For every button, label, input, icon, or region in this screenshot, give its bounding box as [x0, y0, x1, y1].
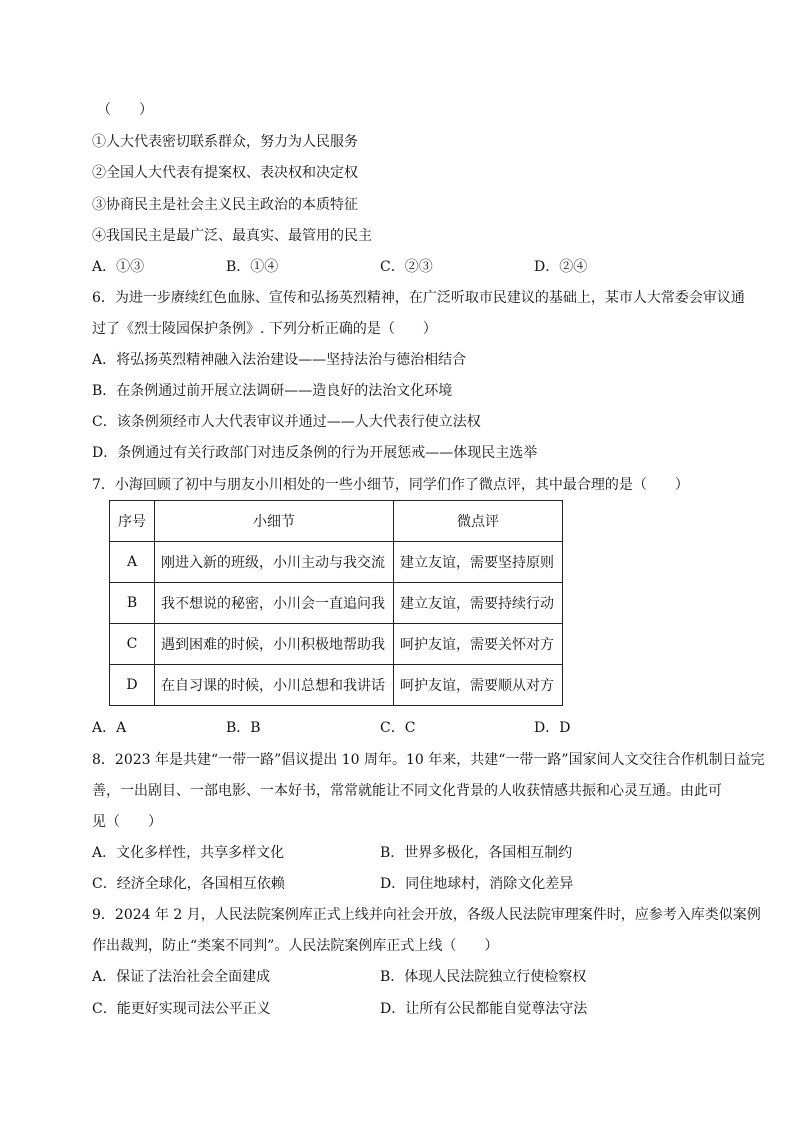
q7-stem: 7．小海回顾了初中与朋友小川相处的一些小细节，同学们作了微点评，其中最合理的是（ ）	[92, 477, 689, 493]
q8-option-d[interactable]: D．同住地球村，消除文化差异	[380, 876, 574, 892]
table-row	[110, 665, 563, 706]
table-header-row	[110, 501, 563, 542]
table-cell: A	[110, 542, 155, 583]
q6-stem-line-2: 过了《烈士陵园保护条例》. 下列分析正确的是（ ）	[92, 321, 437, 337]
q5-option-c[interactable]: C．②③	[380, 259, 433, 275]
q6-stem-line-1: 6．为进一步赓续红色血脉、宣传和弘扬英烈精神，在广泛听取市民建议的基础上，某市人大常委会审议通	[92, 290, 745, 306]
q6-option-c[interactable]: C．该条例须经市人大代表审议并通过——人大代表行使立法权	[92, 414, 481, 430]
q7-option-c[interactable]: C．C	[380, 720, 416, 736]
q8-stem-line-3: 见（ ）	[92, 814, 162, 830]
q6-option-d[interactable]: D．条例通过有关行政部门对违反条例的行为开展惩戒——体现民主选举	[92, 445, 538, 461]
table-cell: 建立友谊，需要持续行动	[394, 583, 563, 624]
q9-stem-line-2: 作出裁判，防止“类案不同判”。人民法院案例库正式上线（ ）	[92, 938, 499, 954]
q5-statement-1: ①人大代表密切联系群众，努力为人民服务	[92, 134, 358, 150]
table-cell: 我不想说的秘密，小川会一直追问我	[155, 583, 394, 624]
q7-option-d[interactable]: D．D	[534, 720, 571, 736]
q5-option-b[interactable]: B．①④	[226, 259, 279, 275]
table-cell: 遇到困难的时候，小川积极地帮助我	[155, 624, 394, 665]
q5-statement-3: ③协商民主是社会主义民主政治的本质特征	[92, 197, 358, 213]
q9-option-c[interactable]: C．能更好实现司法公平正义	[92, 1001, 271, 1017]
table-cell: D	[110, 665, 155, 706]
table-row	[110, 542, 563, 583]
q9-option-d[interactable]: D．让所有公民都能自觉尊法守法	[380, 1001, 588, 1017]
table-header-cell: 序号	[110, 501, 155, 542]
q9-stem-line-1: 9．2024 年 2 月，人民法院案例库正式上线并向社会开放，各级人民法院审理案件时，应参考入库类似案例	[92, 907, 761, 923]
q6-option-b[interactable]: B．在条例通过前开展立法调研——造良好的法治文化环境	[92, 383, 453, 399]
q5-statement-4: ④我国民主是最广泛、最真实、最管用的民主	[92, 228, 372, 244]
table-cell: 刚进入新的班级，小川主动与我交流	[155, 542, 394, 583]
table-row	[110, 583, 563, 624]
table-row	[110, 624, 563, 665]
table-cell: 呵护友谊，需要关怀对方	[394, 624, 563, 665]
table-header-cell: 微点评	[394, 501, 563, 542]
table-cell: 建立友谊，需要坚持原则	[394, 542, 563, 583]
q5-paren: （ ）	[97, 102, 153, 118]
q5-statement-2: ②全国人大代表有提案权、表决权和决定权	[92, 165, 358, 181]
table-cell: C	[110, 624, 155, 665]
q7-option-b[interactable]: B．B	[226, 720, 261, 736]
q9-option-b[interactable]: B．体现人民法院独立行使检察权	[380, 969, 587, 985]
table-cell: 在自习课的时候，小川总想和我讲话	[155, 665, 394, 706]
q5-option-a[interactable]: A．①③	[92, 259, 145, 275]
q7-option-a[interactable]: A．A	[92, 720, 127, 736]
q9-option-a[interactable]: A．保证了法治社会全面建成	[92, 969, 271, 985]
q8-option-c[interactable]: C．经济全球化，各国相互依赖	[92, 876, 285, 892]
table-cell: 呵护友谊，需要顺从对方	[394, 665, 563, 706]
q8-stem-line-2: 善，一出剧目、一部电影、一本好书，常常就能让不同文化背景的人收获情感共振和心灵互通。由此可	[92, 783, 722, 799]
q8-option-b[interactable]: B．世界多极化，各国相互制约	[380, 845, 573, 861]
q8-stem-line-1: 8．2023 年是共建“一带一路”倡议提出 10 周年。10 年来，共建“一带一路”国家间人文交往合作机制日益完	[92, 752, 765, 768]
q6-option-a[interactable]: A．将弘扬英烈精神融入法治建设——坚持法治与德治相结合	[92, 352, 467, 368]
q7-table	[109, 500, 563, 706]
table-header-cell: 小细节	[155, 501, 394, 542]
table-cell: B	[110, 583, 155, 624]
q5-option-d[interactable]: D．②④	[534, 259, 588, 275]
q8-option-a[interactable]: A．文化多样性，共享多样文化	[92, 845, 285, 861]
